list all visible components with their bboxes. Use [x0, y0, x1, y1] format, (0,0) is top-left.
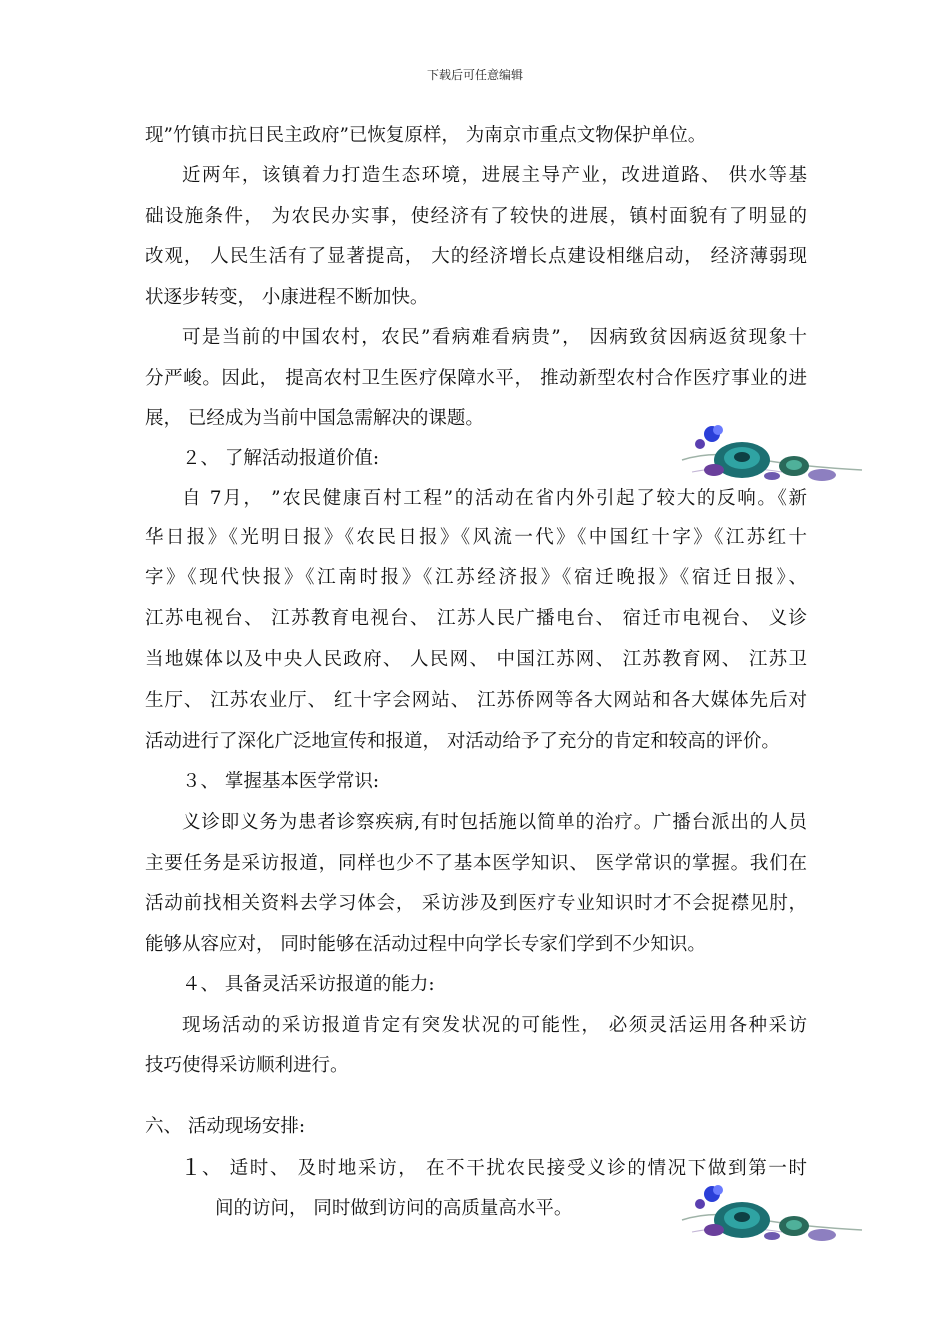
text-line: 、 适时、 及时地采访， 在不干扰农民接受义诊的情况下做到第一时 — [202, 1158, 807, 1179]
text-line: 可是当前的中国农村，农民”看病难看病贵”， 因病致贫因病返贫现象十 — [182, 327, 807, 348]
text-line: 现场活动的采访报道肯定有突发状况的可能性， 必须灵活运用各种采访 — [182, 1015, 807, 1036]
text-line: 主要任务是采访报道，同样也少不了基本医学知识、 医学常识的掌握。我们在 — [145, 853, 807, 874]
text-line: 础设施条件， 为农民办实事，使经济有了较快的进展，镇村面貌有了明显的 — [145, 206, 807, 227]
section-heading: ４、 具备灵活采访报道的能力: — [182, 974, 435, 995]
text-line: 改观， 人民生活有了显著提高， 大的经济增长点建设相继启动， 经济薄弱现 — [145, 246, 807, 267]
flower-ornament-icon — [672, 420, 872, 492]
text-line: 能够从容应对， 同时能够在活动过程中向学长专家们学到不少知识。 — [145, 934, 706, 955]
text-line: 间的访问， 同时做到访问的高质量高水平。 — [215, 1198, 573, 1219]
list-number: １ — [180, 1156, 203, 1181]
text-line: 自 7月， ”农民健康百村工程”的活动在省内外引起了较大的反响。《新 — [182, 488, 807, 509]
text-line: 活动进行了深化广泛地宣传和报道， 对活动给予了充分的肯定和较高的评价。 — [145, 731, 780, 752]
text-line: 生厅、 江苏农业厅、 红十字会网站、 江苏侨网等各大网站和各大媒体先后对 — [145, 690, 807, 711]
text-line: 状逐步转变， 小康进程不断加快。 — [145, 287, 429, 308]
section-heading: 六、 活动现场安排: — [145, 1116, 306, 1137]
text-line: 技巧使得采访顺利进行。 — [145, 1055, 349, 1076]
text-line: 展， 已经成为当前中国急需解决的课题。 — [145, 408, 484, 429]
text-line: 活动前找相关资料去学习体会， 采访涉及到医疗专业知识时才不会捉襟见肘， — [145, 893, 807, 914]
text-line: 华日报》《光明日报》《农民日报》《风流一代》《中国红十字》《江苏红十 — [145, 527, 807, 548]
text-line: 分严峻。因此， 提高农村卫生医疗保障水平， 推动新型农村合作医疗事业的进 — [145, 368, 807, 389]
text-line: 义诊即义务为患者诊察疾病,有时包括施以简单的治疗。广播台派出的人员 — [182, 812, 807, 833]
page-header: 下载后可任意编辑 — [426, 68, 523, 82]
section-heading: ３、 掌握基本医学常识: — [182, 771, 380, 792]
text-line: 字》《现代快报》《江南时报》《江苏经济报》《宿迁晚报》《宿迁日报》、 — [145, 567, 807, 588]
text-line: 江苏电视台、 江苏教育电视台、 江苏人民广播电台、 宿迁市电视台、 义诊 — [145, 608, 807, 629]
text-line: 当地媒体以及中央人民政府、 人民网、 中国江苏网、 江苏教育网、 江苏卫 — [145, 649, 807, 670]
section-heading: ２、 了解活动报道价值: — [182, 448, 380, 469]
flower-ornament-icon — [672, 1180, 872, 1252]
text-line: 近两年，该镇着力打造生态环境，进展主导产业，改进道路、 供水等基 — [182, 165, 807, 186]
text-line: 现”竹镇市抗日民主政府”已恢复原样， 为南京市重点文物保护单位。 — [145, 125, 707, 146]
